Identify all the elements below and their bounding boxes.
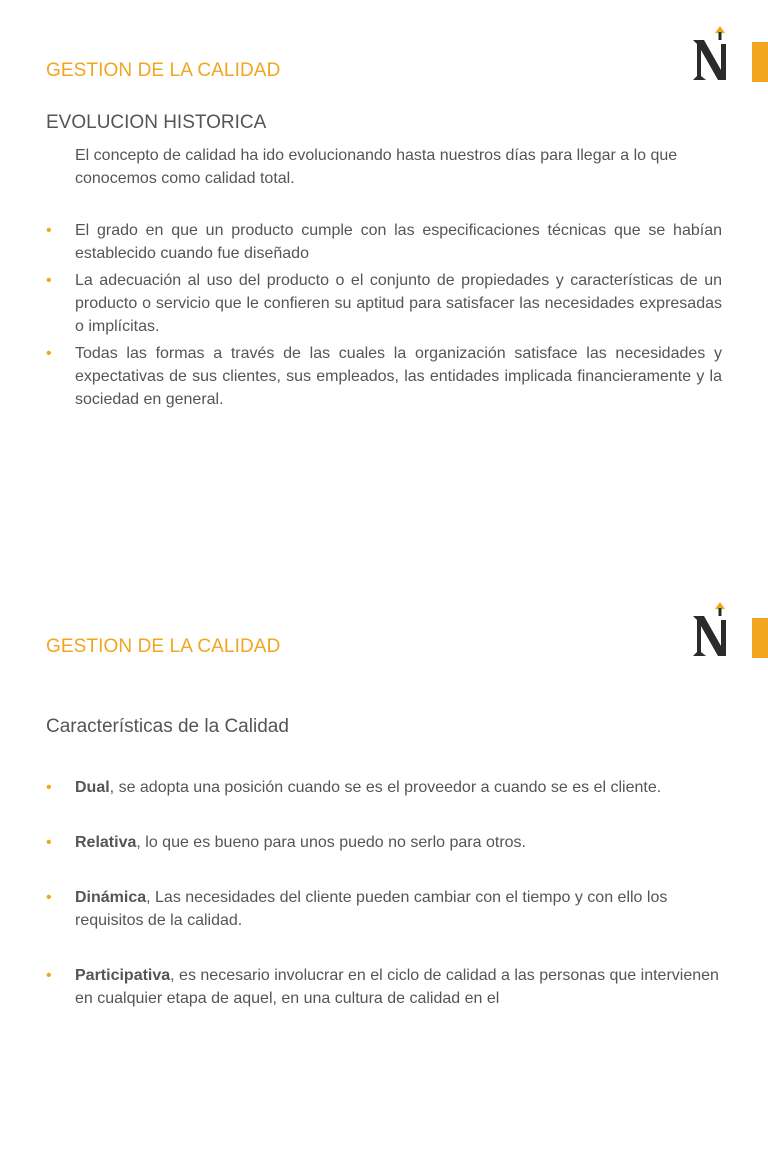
term-label: Relativa bbox=[75, 834, 137, 851]
section-subtitle: EVOLUCION HISTORICA bbox=[46, 112, 267, 133]
list-item bbox=[46, 219, 722, 265]
list-item-text: El grado en que un producto cumple con las especificaciones técnicas que se habían establecido cuando fue diseñado bbox=[75, 222, 722, 262]
slide-title: GESTION DE LA CALIDAD bbox=[46, 636, 281, 657]
bullet-dot-icon: • bbox=[46, 889, 52, 906]
list-item-text: , se adopta una posición cuando se es el proveedor a cuando se es el cliente. bbox=[109, 779, 662, 796]
list-item bbox=[46, 776, 722, 799]
accent-bar bbox=[752, 618, 768, 658]
list-item-text: , Las necesidades del cliente pueden cambiar con el tiempo y con ello los requisitos de la calidad. bbox=[75, 889, 668, 929]
list-item-text: , es necesario involucrar en el ciclo de calidad a las personas que intervienen en cualquier etapa de aquel, en una cultura de calidad en el bbox=[75, 967, 719, 1007]
term-label: Dinámica bbox=[75, 889, 147, 906]
list-item-text: , lo que es bueno para unos puedo no serlo para otros. bbox=[136, 834, 526, 851]
list-item bbox=[46, 964, 722, 1010]
list-item bbox=[46, 342, 722, 411]
bullet-dot-icon: • bbox=[46, 345, 52, 362]
bullet-dot-icon: • bbox=[46, 272, 52, 289]
term-label: Dual bbox=[75, 779, 110, 796]
slide-caracteristicas bbox=[0, 576, 768, 1152]
list-item bbox=[46, 886, 722, 932]
intro-paragraph: El concepto de calidad ha ido evolucionando hasta nuestros días para llegar a lo que conocemos como calidad total. bbox=[75, 147, 678, 187]
definitions-list bbox=[46, 219, 722, 415]
slide-title: GESTION DE LA CALIDAD bbox=[46, 60, 281, 81]
bullet-dot-icon: • bbox=[46, 779, 52, 796]
bullet-dot-icon: • bbox=[46, 967, 52, 984]
list-item bbox=[46, 269, 722, 338]
accent-bar bbox=[752, 42, 768, 82]
bullet-dot-icon: • bbox=[46, 834, 52, 851]
term-label: Participativa bbox=[75, 967, 171, 984]
list-item bbox=[46, 831, 722, 854]
list-item-text: Todas las formas a través de las cuales la organización satisface las necesidades y expectativas de sus clientes, sus empleados, las entidades implicada financieramente y la sociedad en general. bbox=[75, 345, 722, 408]
n-arrow-logo-icon bbox=[690, 24, 734, 84]
n-arrow-logo-icon bbox=[690, 600, 734, 660]
bullet-dot-icon: • bbox=[46, 222, 52, 239]
list-item-text: La adecuación al uso del producto o el conjunto de propiedades y características de un producto o servicio que le confieren su aptitud para satisfacer las necesidades expresadas o implícitas. bbox=[75, 272, 722, 335]
characteristics-list bbox=[46, 776, 722, 1019]
section-subtitle: Características de la Calidad bbox=[46, 716, 289, 737]
